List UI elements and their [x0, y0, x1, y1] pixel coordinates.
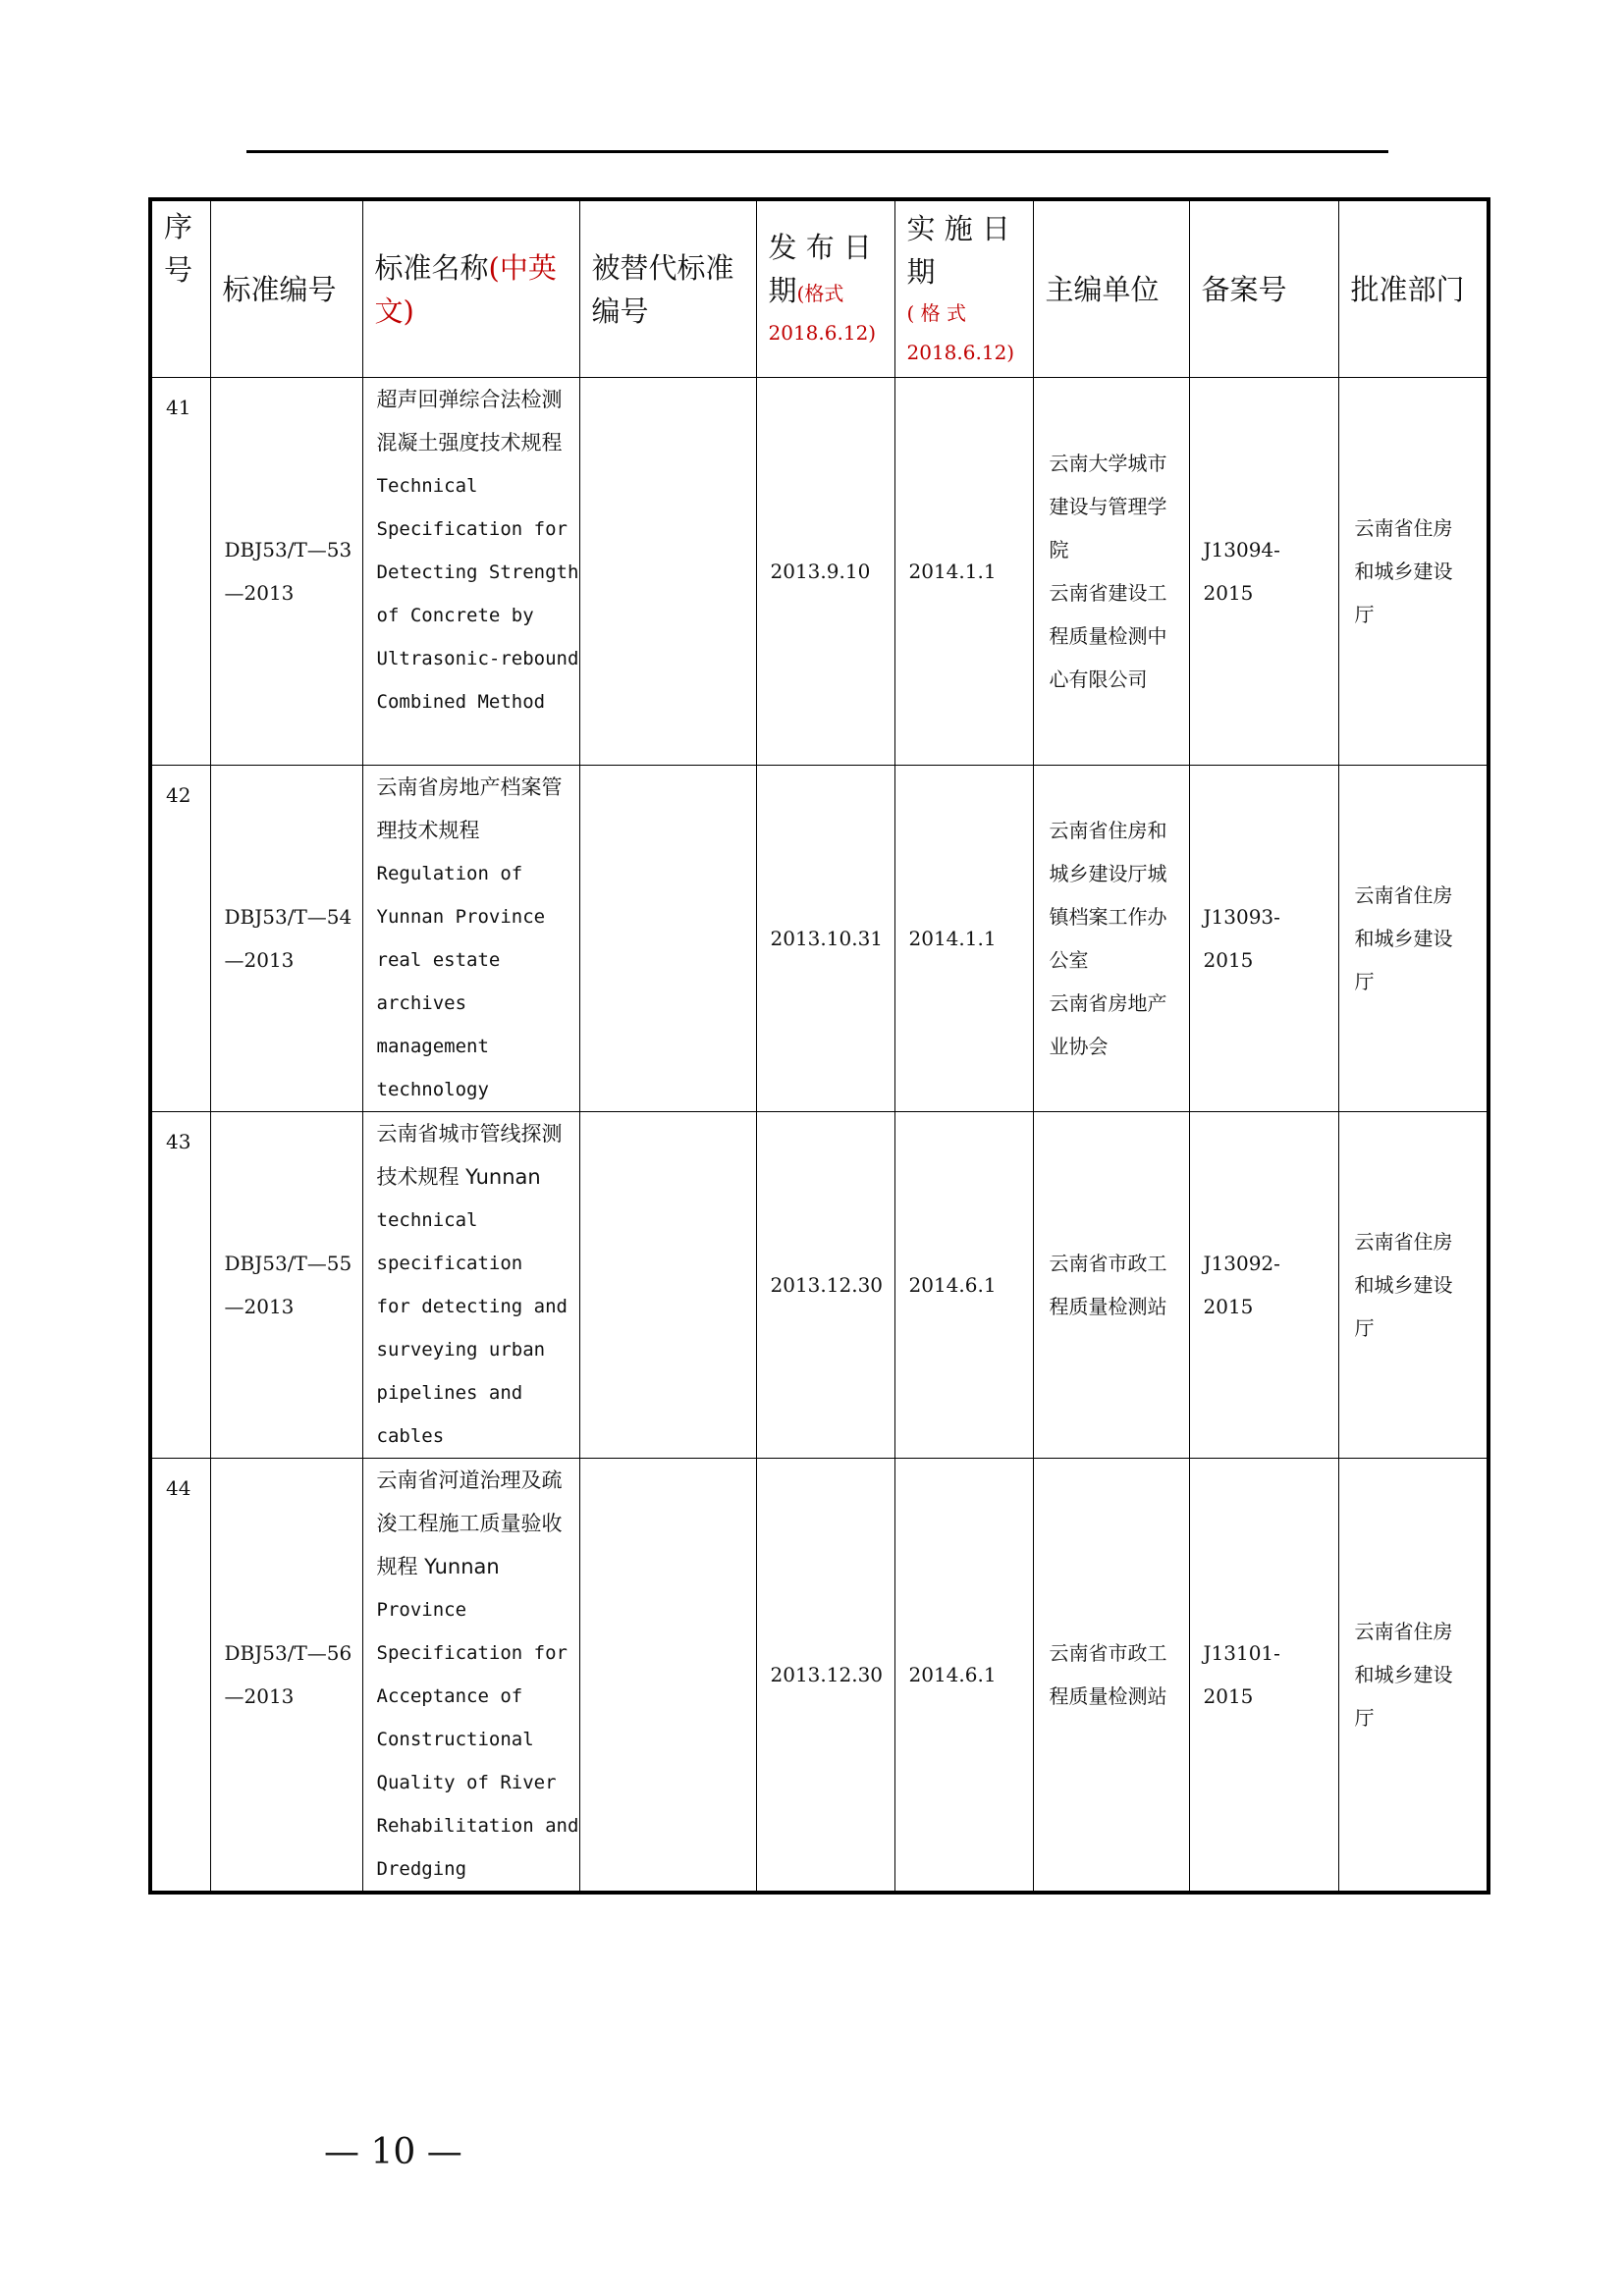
record-number: J13093-2015	[1189, 766, 1338, 1112]
record-number: J13101-2015	[1189, 1459, 1338, 1894]
approval-dept: 云南省住房 和城乡建设 厅	[1338, 1459, 1489, 1894]
publish-date: 2013.12.30	[756, 1112, 894, 1459]
header-record: 备案号	[1189, 199, 1338, 378]
table-row	[150, 1459, 1489, 1894]
page-number: — 10 —	[324, 2132, 462, 2172]
approval-dept: 云南省住房 和城乡建设 厅	[1338, 378, 1489, 766]
editor-unit: 云南省市政工 程质量检测站	[1033, 1459, 1189, 1894]
table-header-row	[150, 199, 1489, 378]
editor-unit: 云南省市政工 程质量检测站	[1033, 1112, 1189, 1459]
header-seq: 序 号	[150, 199, 210, 378]
replaced-code	[579, 1459, 756, 1894]
standards-table	[148, 197, 1490, 1895]
standard-code: DBJ53/T—56 —2013	[210, 1459, 362, 1894]
header-code: 标准编号	[210, 199, 362, 378]
editor-unit: 云南省住房和 城乡建设厅城 镇档案工作办 公室 云南省房地产 业协会	[1033, 766, 1189, 1112]
standard-name: 超声回弹综合法检测 混凝土强度技术规程 Technical Specification for Detecting Strength of Concrete by Ultrasonic-rebound Combined Method	[362, 378, 579, 766]
table-row	[150, 766, 1489, 1112]
standard-code: DBJ53/T—54 —2013	[210, 766, 362, 1112]
row-number: 42	[150, 766, 210, 1112]
standard-name: 云南省城市管线探测 技术规程 Yunnan technical specification for detecting and surveying urban pipelines and cables	[362, 1112, 579, 1459]
header-editor: 主编单位	[1033, 199, 1189, 378]
replaced-code	[579, 766, 756, 1112]
header-publish-date: 发 布 日 期(格式 2018.6.12)	[756, 199, 894, 378]
header-implement-date: 实 施 日 期 ( 格 式 2018.6.12)	[894, 199, 1033, 378]
standard-name: 云南省房地产档案管 理技术规程 Regulation of Yunnan Province real estate archives management technology	[362, 766, 579, 1112]
row-number: 44	[150, 1459, 210, 1894]
row-number: 41	[150, 378, 210, 766]
standard-code: DBJ53/T—53 —2013	[210, 378, 362, 766]
table-row	[150, 1112, 1489, 1459]
implement-date: 2014.1.1	[894, 766, 1033, 1112]
header-dept: 批准部门	[1338, 199, 1489, 378]
header-rule	[246, 150, 1388, 153]
table-row	[150, 378, 1489, 766]
row-number: 43	[150, 1112, 210, 1459]
publish-date: 2013.12.30	[756, 1459, 894, 1894]
implement-date: 2014.1.1	[894, 378, 1033, 766]
record-number: J13094-2015	[1189, 378, 1338, 766]
implement-date: 2014.6.1	[894, 1459, 1033, 1894]
header-replaced: 被替代标准 编号	[579, 199, 756, 378]
implement-date: 2014.6.1	[894, 1112, 1033, 1459]
editor-unit: 云南大学城市 建设与管理学 院 云南省建设工 程质量检测中 心有限公司	[1033, 378, 1189, 766]
standard-code: DBJ53/T—55 —2013	[210, 1112, 362, 1459]
publish-date: 2013.9.10	[756, 378, 894, 766]
replaced-code	[579, 378, 756, 766]
standard-name: 云南省河道治理及疏 浚工程施工质量验收 规程 Yunnan Province Specification for Acceptance of Constructional Quality of River Rehabilitation and Dredging	[362, 1459, 579, 1894]
publish-date: 2013.10.31	[756, 766, 894, 1112]
approval-dept: 云南省住房 和城乡建设 厅	[1338, 766, 1489, 1112]
approval-dept: 云南省住房 和城乡建设 厅	[1338, 1112, 1489, 1459]
replaced-code	[579, 1112, 756, 1459]
record-number: J13092-2015	[1189, 1112, 1338, 1459]
header-name: 标准名称(中英 文)	[362, 199, 579, 378]
